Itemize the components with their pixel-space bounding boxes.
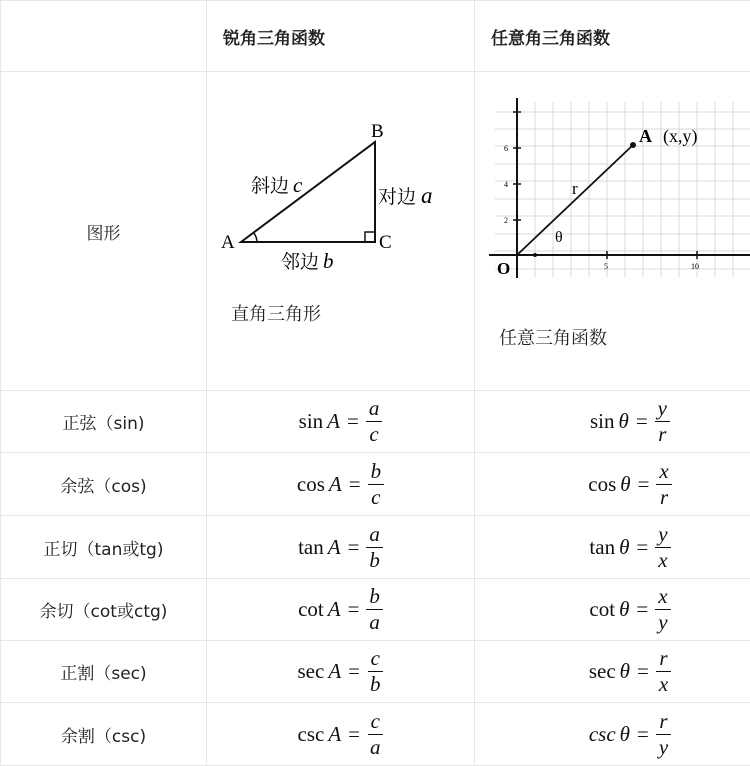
hypotenuse-var: c [293, 173, 303, 197]
any-formula-cell [475, 516, 750, 579]
row-label: 正弦（sin) [1, 391, 207, 453]
numerator: x [656, 461, 671, 485]
angle-var: A [329, 472, 342, 497]
adjacent-label: 邻边 [281, 251, 319, 273]
numerator: y [655, 524, 670, 548]
acute-formula-cell [207, 703, 475, 766]
acute-formula-cell [207, 516, 475, 579]
adjacent-var: b [323, 249, 334, 273]
numerator: x [655, 586, 670, 610]
denominator: r [657, 485, 671, 508]
fraction [656, 711, 671, 758]
acute-figure-cell [207, 72, 475, 391]
point-a [630, 142, 636, 148]
vertex-a: A [221, 232, 235, 253]
figure-row [1, 72, 750, 391]
any-formula: sin θ = $\frac{y}{r}$ [590, 398, 670, 445]
any-formula: cos θ = $\frac{x}{r}$ [588, 461, 672, 508]
angle-var: θ [619, 535, 629, 560]
function-name: csc [589, 722, 616, 747]
tick-y-6: 6 [504, 144, 508, 153]
formula-row-csc [1, 703, 750, 766]
acute-formula-cell [207, 641, 475, 703]
any-formula: cot θ = $\frac{x}{y}$ [589, 586, 670, 633]
point-a-label: A [639, 126, 652, 146]
any-formula-cell [475, 579, 750, 641]
denominator: b [367, 672, 384, 695]
function-name: sin [590, 409, 615, 434]
point-a-coords: (x,y) [663, 126, 698, 147]
fraction [367, 711, 384, 758]
acute-formula: tan A = $\frac{a}{b}$ [298, 524, 383, 571]
numerator: y [655, 398, 670, 422]
denominator: x [655, 548, 670, 571]
numerator: c [368, 648, 383, 672]
function-name: csc [298, 722, 325, 747]
function-name: sec [589, 659, 616, 684]
row-label: 正切（tan或tg) [1, 516, 207, 579]
formula-row-sec [1, 641, 750, 703]
function-name: sec [298, 659, 325, 684]
header-empty-cell [1, 1, 207, 72]
row-label: 余弦（cos) [1, 453, 207, 516]
angle-var: A [328, 597, 341, 622]
denominator: c [366, 422, 381, 445]
angle-var: θ [620, 659, 630, 684]
angle-var: A [327, 409, 340, 434]
figure-row-label: 图形 [1, 72, 207, 391]
numerator: c [368, 711, 383, 735]
header-acute: 锐角三角函数 [207, 1, 475, 72]
denominator: x [656, 672, 671, 695]
fraction [366, 524, 383, 571]
origin-label: O [497, 259, 510, 278]
acute-formula: cot A = $\frac{b}{a}$ [298, 586, 383, 633]
vertex-b: B [371, 121, 384, 142]
acute-caption: 直角三角形 [231, 300, 321, 326]
function-name: sin [299, 409, 324, 434]
header-row [1, 1, 750, 72]
radius-line [517, 145, 633, 255]
angle-var: θ [620, 722, 630, 747]
grid-lines [495, 102, 750, 277]
denominator: a [366, 610, 383, 633]
header-any-angle: 任意角三角函数 [475, 1, 750, 72]
tick-x-5: 5 [604, 262, 608, 271]
tick-y-4: 4 [504, 180, 508, 189]
function-name: tan [589, 535, 615, 560]
acute-formula: cos A = $\frac{b}{c}$ [297, 461, 384, 508]
function-name: cos [297, 472, 325, 497]
angle-var: A [328, 535, 341, 560]
denominator: r [655, 422, 669, 445]
acute-formula-cell [207, 453, 475, 516]
numerator: b [368, 461, 385, 485]
fraction [656, 648, 671, 695]
function-name: cot [589, 597, 615, 622]
fraction [366, 586, 383, 633]
fraction [655, 524, 670, 571]
numerator: b [366, 586, 383, 610]
hypotenuse-label: 斜边 [251, 175, 289, 197]
fraction [655, 398, 670, 445]
angle-var: θ [620, 472, 630, 497]
angle-marker [533, 253, 537, 257]
numerator: r [656, 648, 670, 672]
function-name: cot [298, 597, 324, 622]
denominator: a [367, 735, 384, 758]
any-formula: tan θ = $\frac{y}{x}$ [589, 524, 670, 571]
any-formula-cell [475, 391, 750, 453]
any-angle-caption: 任意三角函数 [499, 324, 607, 350]
formula-row-cos [1, 453, 750, 516]
any-angle-figure-cell [475, 72, 750, 391]
numerator: a [366, 398, 383, 422]
coordinate-diagram [475, 72, 750, 302]
denominator: c [368, 485, 383, 508]
denominator: y [656, 735, 671, 758]
row-label: 余割（csc) [1, 703, 207, 766]
fraction [367, 648, 384, 695]
formula-row-tan [1, 516, 750, 579]
tick-x-10: 10 [691, 262, 699, 271]
function-name: cos [588, 472, 616, 497]
fraction [368, 461, 385, 508]
opposite-var: a [421, 183, 433, 208]
any-formula-cell [475, 703, 750, 766]
acute-formula: sec A = $\frac{c}{b}$ [298, 648, 384, 695]
any-formula: csc θ = $\frac{r}{y}$ [589, 711, 671, 758]
denominator: y [655, 610, 670, 633]
angle-var: θ [619, 409, 629, 434]
numerator: r [656, 711, 670, 735]
denominator: b [366, 548, 383, 571]
fraction [366, 398, 383, 445]
radius-label: r [572, 179, 578, 198]
angle-var: A [328, 659, 341, 684]
any-formula-cell [475, 641, 750, 703]
formula-row-cot [1, 579, 750, 641]
angle-var: θ [619, 597, 629, 622]
numerator: a [366, 524, 383, 548]
right-triangle-diagram [207, 72, 458, 302]
opposite-label: 对边 [378, 186, 416, 208]
fraction [656, 461, 671, 508]
tick-y-2: 2 [504, 216, 508, 225]
fraction [655, 586, 670, 633]
angle-var: A [328, 722, 341, 747]
acute-formula: sin A = $\frac{a}{c}$ [299, 398, 383, 445]
acute-formula-cell [207, 391, 475, 453]
acute-formula: csc A = $\frac{c}{a}$ [298, 711, 384, 758]
any-formula-cell [475, 453, 750, 516]
acute-formula-cell [207, 579, 475, 641]
function-name: tan [298, 535, 324, 560]
row-label: 正割（sec) [1, 641, 207, 703]
any-formula: sec θ = $\frac{r}{x}$ [589, 648, 671, 695]
formula-row-sin [1, 391, 750, 453]
row-label: 余切（cot或ctg) [1, 579, 207, 641]
vertex-c: C [379, 232, 392, 253]
theta-label: θ [555, 229, 563, 246]
